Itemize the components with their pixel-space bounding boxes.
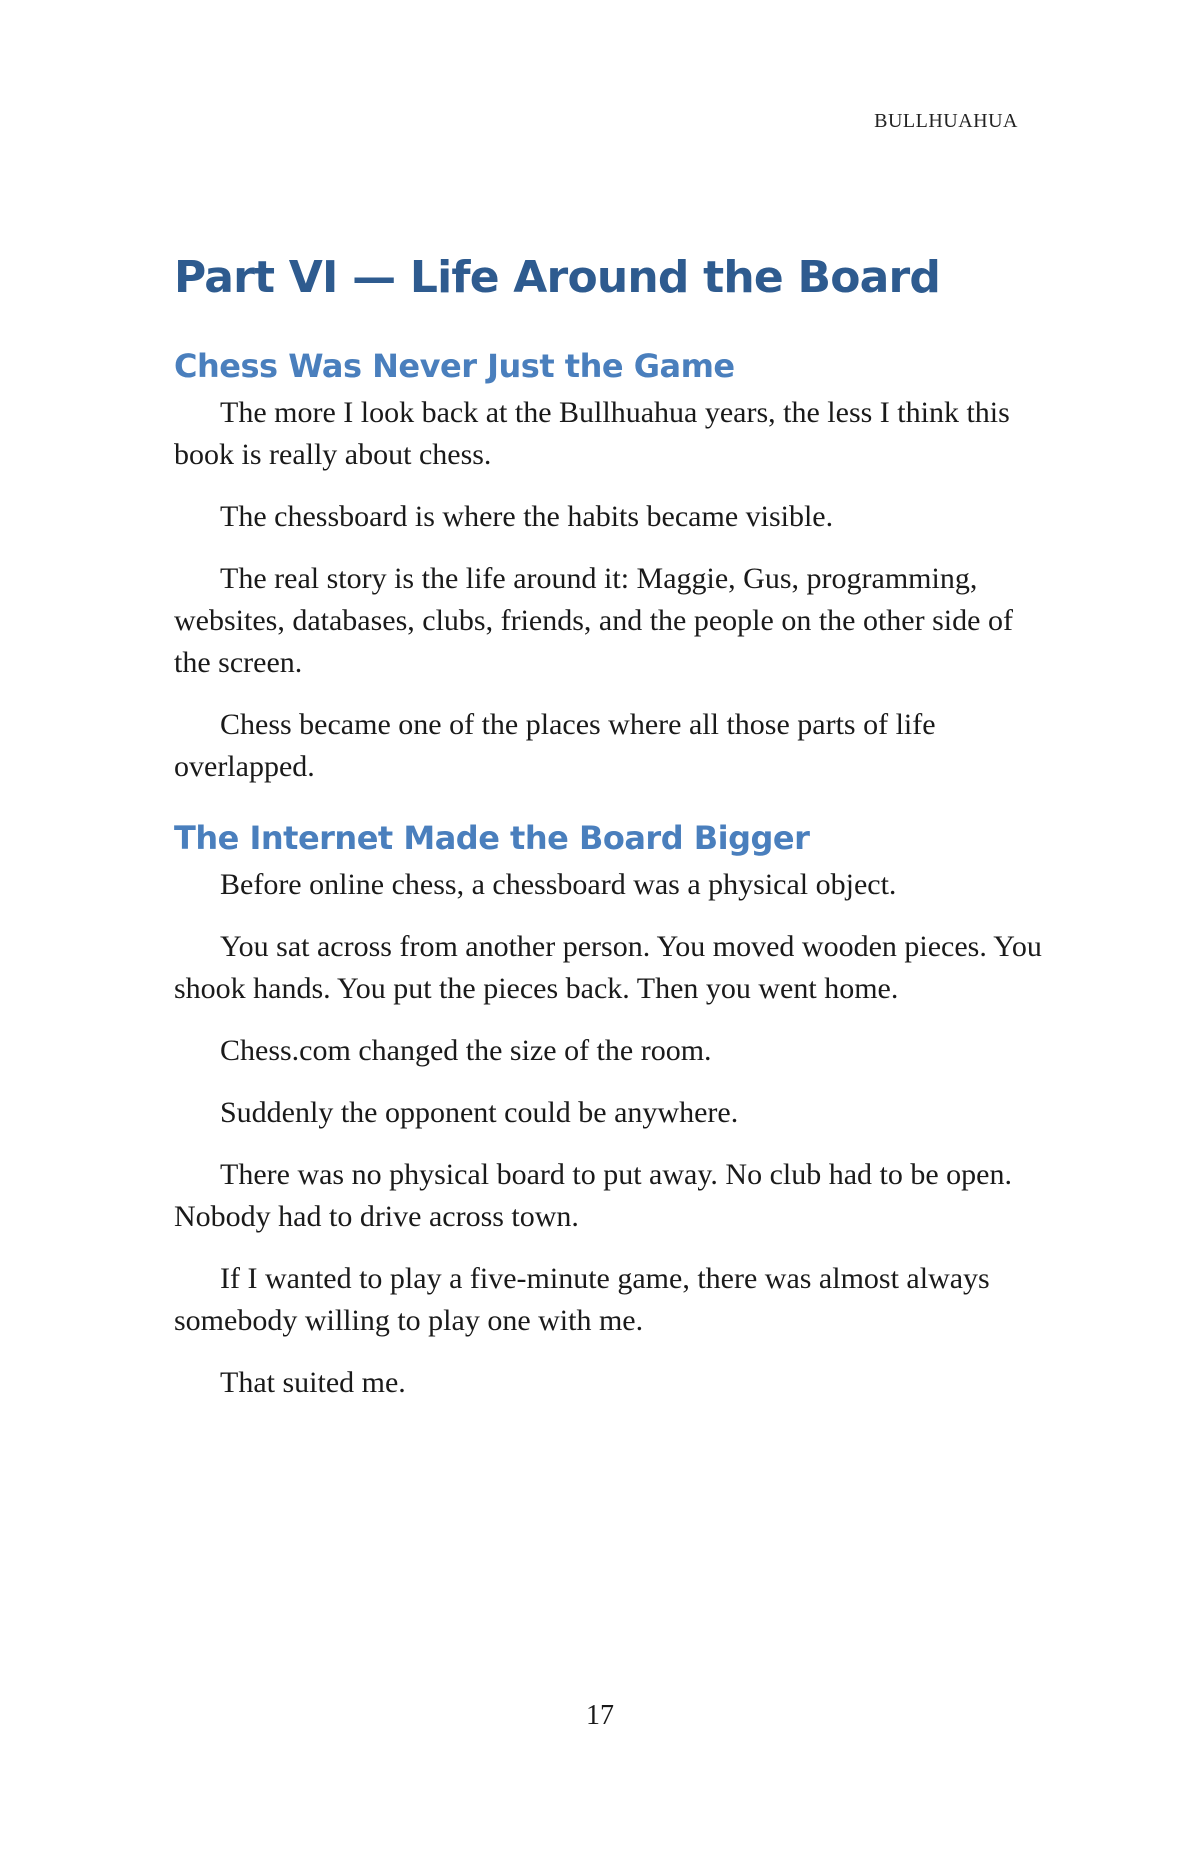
paragraph: The chessboard is where the habits became visible. <box>220 500 834 533</box>
paragraph: There was no physical board to put away. No club had to be open. Nobody had to drive across town. <box>174 1158 1012 1233</box>
running-header: BULLHUAHUA <box>874 110 1018 132</box>
page-number: 17 <box>586 1700 614 1731</box>
section-heading: The Internet Made the Board Bigger <box>174 819 810 857</box>
paragraph: Chess.com changed the size of the room. <box>220 1034 712 1067</box>
part-title: Part VI — Life Around the Board <box>174 252 941 303</box>
section-chess-never-just-game <box>174 344 1054 788</box>
page-body <box>174 248 1054 1424</box>
section-internet-made-board-bigger <box>174 816 1054 1404</box>
paragraph: Before online chess, a chessboard was a physical object. <box>220 868 897 901</box>
paragraph: Chess became one of the places where all those parts of life overlapped. <box>174 708 936 783</box>
paragraph: If I wanted to play a five-minute game, there was almost always somebody willing to play one with me. <box>174 1262 990 1337</box>
paragraph: The more I look back at the Bullhuahua years, the less I think this book is really about chess. <box>174 396 1010 471</box>
paragraph: You sat across from another person. You moved wooden pieces. You shook hands. You put the pieces back. Then you went home. <box>174 930 1042 1005</box>
paragraph: Suddenly the opponent could be anywhere. <box>220 1096 739 1129</box>
section-heading: Chess Was Never Just the Game <box>174 347 735 385</box>
paragraph: That suited me. <box>220 1366 406 1399</box>
paragraph: The real story is the life around it: Maggie, Gus, programming, websites, databases, clubs, friends, and the people on the other side of the screen. <box>174 562 1013 679</box>
